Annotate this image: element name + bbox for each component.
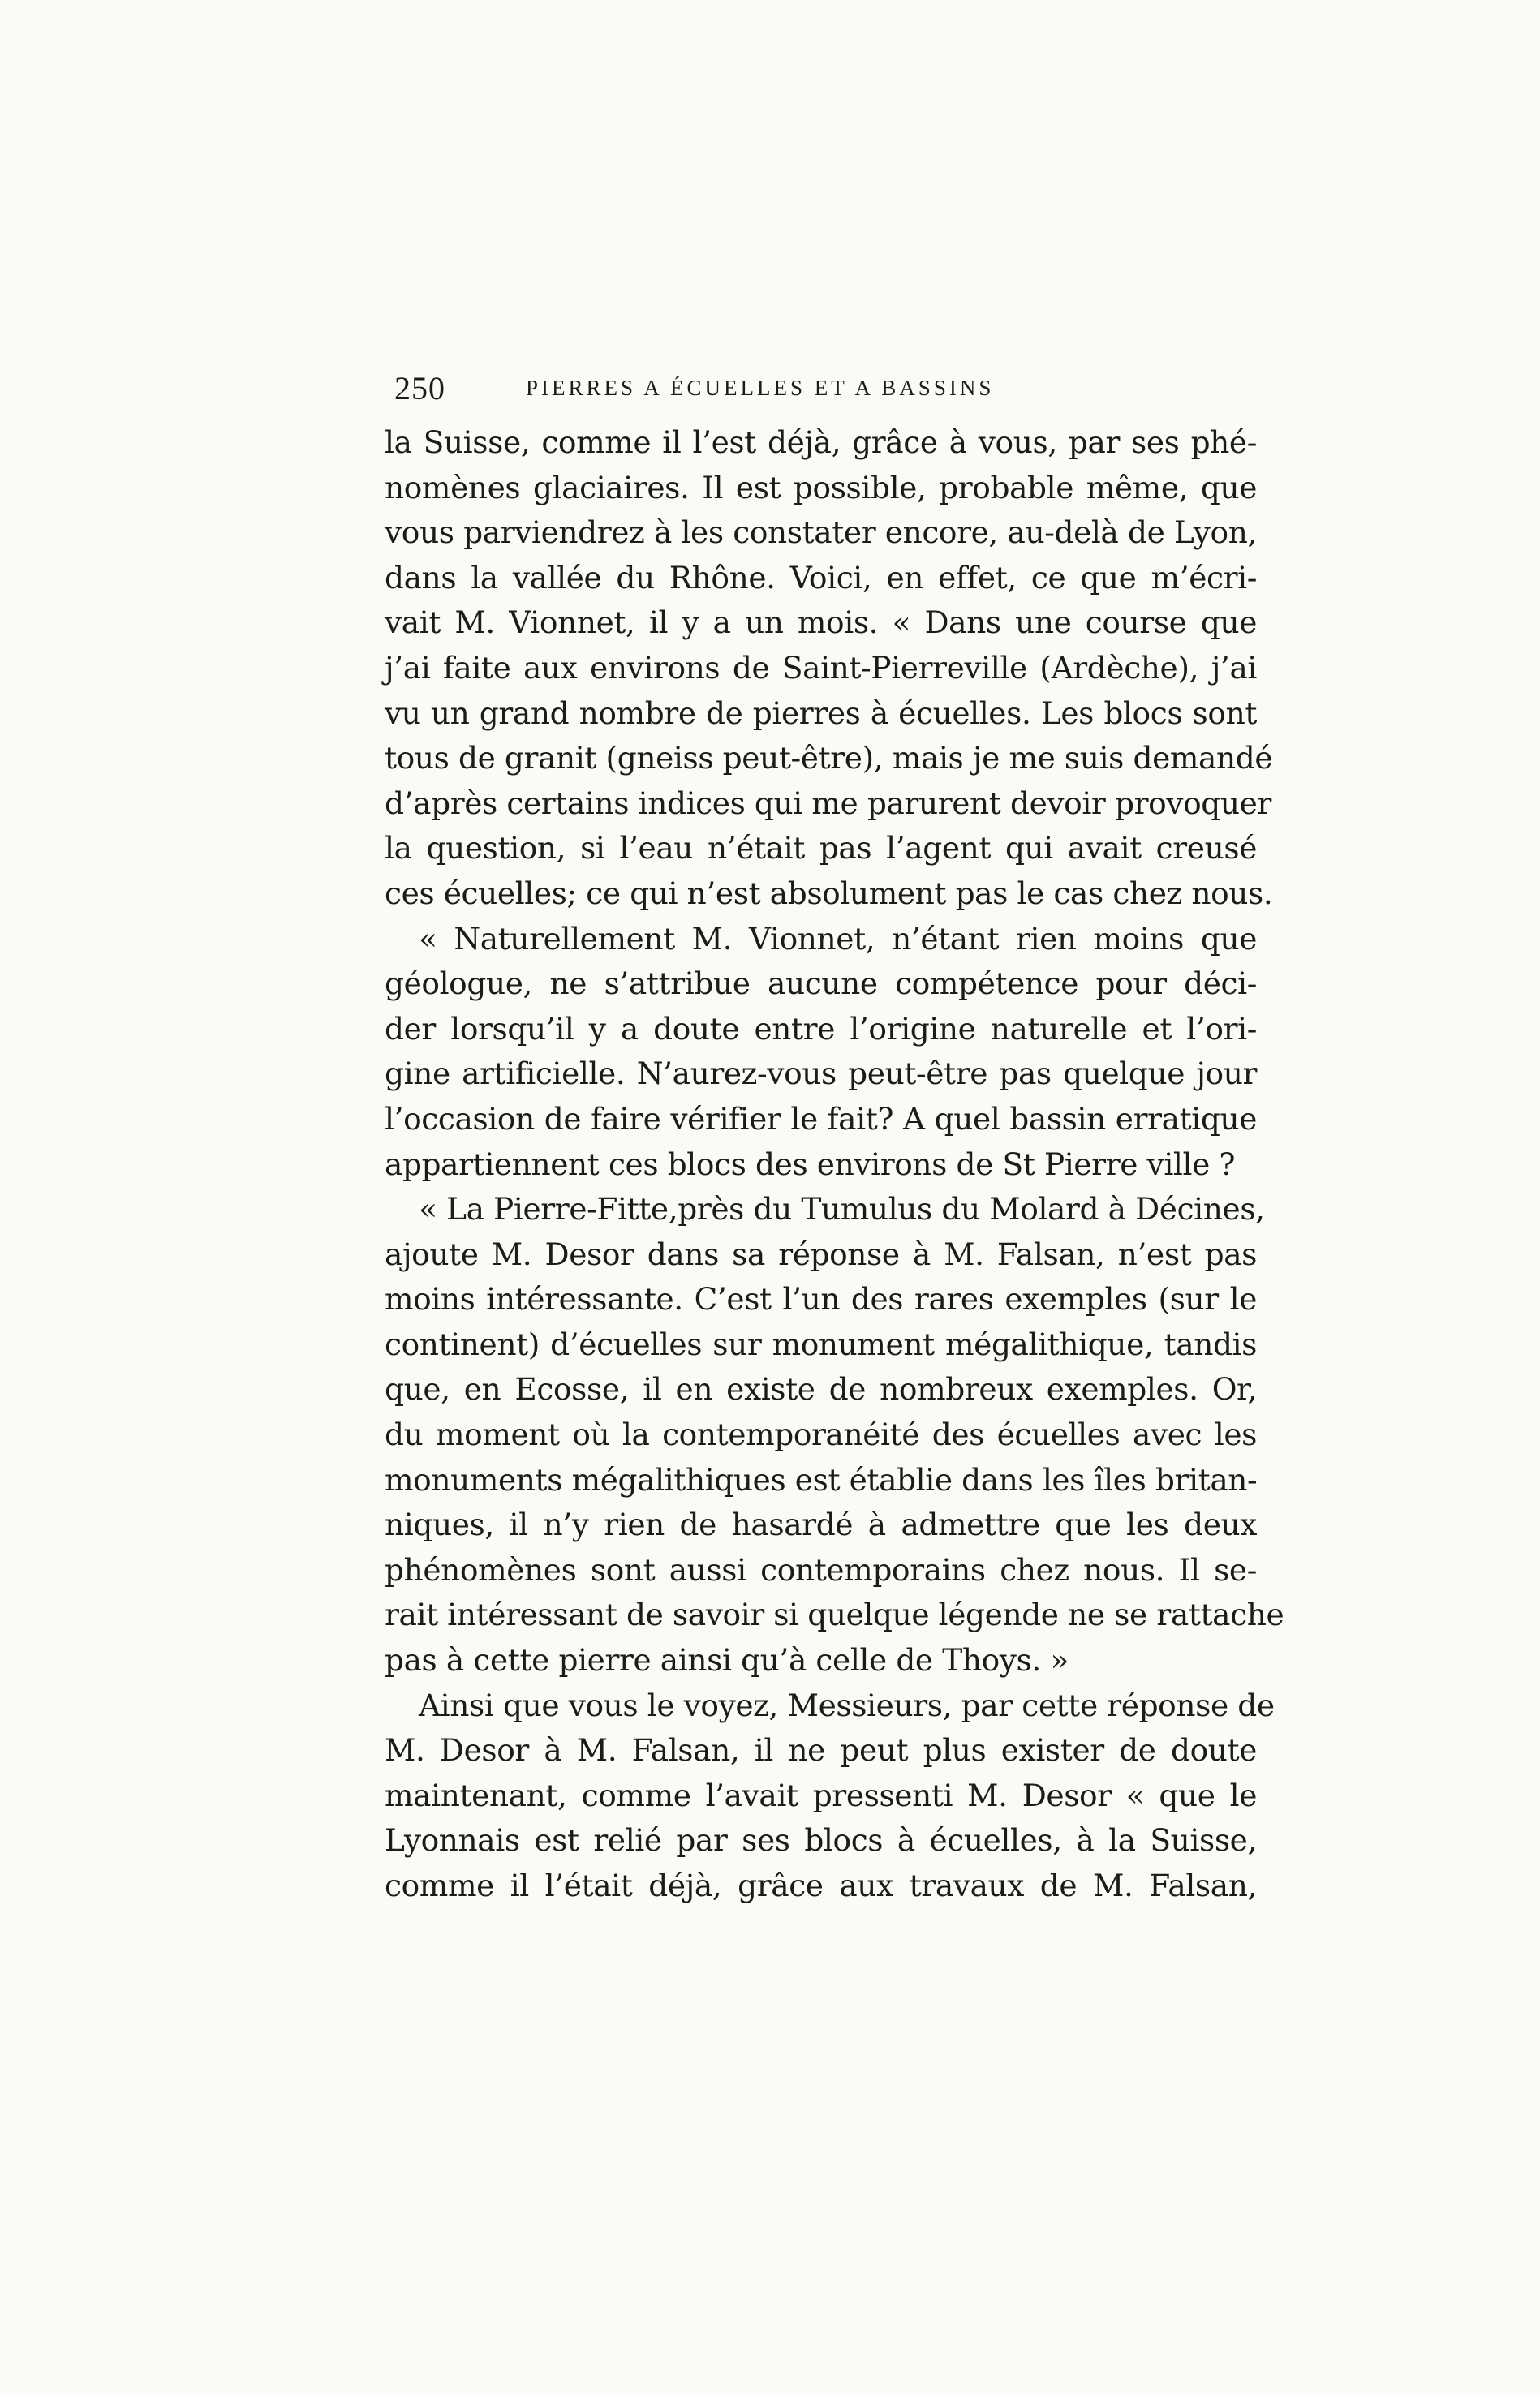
- text-line: vous parviendrez à les constater encore, au-delà de Lyon,: [385, 514, 1257, 551]
- text-line: l’occasion de faire vérifier le fait? A quel bassin erratique: [385, 1100, 1257, 1137]
- text-line: nomènes glaciaires. Il est possible, probable même, que: [385, 469, 1257, 505]
- text-line: Ainsi que vous le voyez, Messieurs, par cette réponse de: [419, 1687, 1275, 1723]
- text-line: que, en Ecosse, il en existe de nombreux exemples. Or,: [385, 1371, 1257, 1408]
- running-title: PIERRES A ÉCUELLES ET A BASSINS: [526, 376, 995, 400]
- text-line: gine artificielle. N’aurez-vous peut-être pas quelque jour: [385, 1056, 1257, 1092]
- text-line: phénomènes sont aussi contemporains chez nous. Il se-: [385, 1551, 1257, 1588]
- text-line: vu un grand nombre de pierres à écuelles. Les blocs sont: [385, 694, 1257, 731]
- text-line: dans la vallée du Rhône. Voici, en effet, ce que m’écri-: [385, 559, 1257, 596]
- text-line: niques, il n’y rien de hasardé à admettre que les deux: [385, 1507, 1257, 1543]
- text-line: monuments mégalithiques est établie dans les îles britan-: [385, 1461, 1258, 1498]
- text-line: der lorsqu’il y a doute entre l’origine naturelle et l’ori-: [385, 1010, 1257, 1047]
- text-line: comme il l’était déjà, grâce aux travaux de M. Falsan,: [385, 1868, 1257, 1903]
- text-line: la question, si l’eau n’était pas l’agent qui avait creusé: [385, 830, 1257, 866]
- text-line: vait M. Vionnet, il y a un mois. « Dans une course que: [385, 604, 1257, 641]
- body-text: [385, 420, 1284, 1909]
- text-line: continent) d’écuelles sur monument mégalithique, tandis: [385, 1326, 1257, 1362]
- text-line: Lyonnais est relié par ses blocs à écuelles, à la Suisse,: [385, 1822, 1257, 1859]
- text-line: d’après certains indices qui me parurent devoir provoquer: [385, 785, 1271, 821]
- text-line: géologue, ne s’attribue aucune compétence pour déci-: [385, 965, 1257, 1002]
- text-line: moins intéressante. C’est l’un des rares exemples (sur le: [385, 1281, 1257, 1318]
- page-header: [394, 369, 1258, 418]
- text-line: la Suisse, comme il l’est déjà, grâce à vous, par ses phé-: [385, 424, 1257, 460]
- text-line: ces écuelles; ce qui n’est absolument pas le cas chez nous.: [385, 875, 1273, 911]
- text-line: maintenant, comme l’avait pressenti M. Desor « que le: [385, 1777, 1257, 1813]
- text-line: appartiennent ces blocs des environs de St Pierre ville ?: [385, 1146, 1236, 1182]
- text-line: rait intéressant de savoir si quelque légende ne se rattache: [385, 1597, 1284, 1633]
- page-number: 250: [394, 370, 445, 406]
- text-line: du moment où la contemporanéité des écuelles avec les: [385, 1417, 1257, 1453]
- text-line: « Naturellement M. Vionnet, n’étant rien moins que: [419, 920, 1257, 957]
- text-line: pas à cette pierre ainsi qu’à celle de Thoys. »: [385, 1642, 1069, 1679]
- text-line: ajoute M. Desor dans sa réponse à M. Falsan, n’est pas: [385, 1236, 1257, 1272]
- text-line: j’ai faite aux environs de Saint-Pierreville (Ardèche), j’ai: [385, 649, 1257, 686]
- text-line: M. Desor à M. Falsan, il ne peut plus exister de doute: [385, 1732, 1257, 1769]
- text-line: « La Pierre-Fitte,près du Tumulus du Molard à Décines,: [419, 1191, 1265, 1228]
- text-line: tous de granit (gneiss peut-être), mais je me suis demandé: [385, 740, 1273, 776]
